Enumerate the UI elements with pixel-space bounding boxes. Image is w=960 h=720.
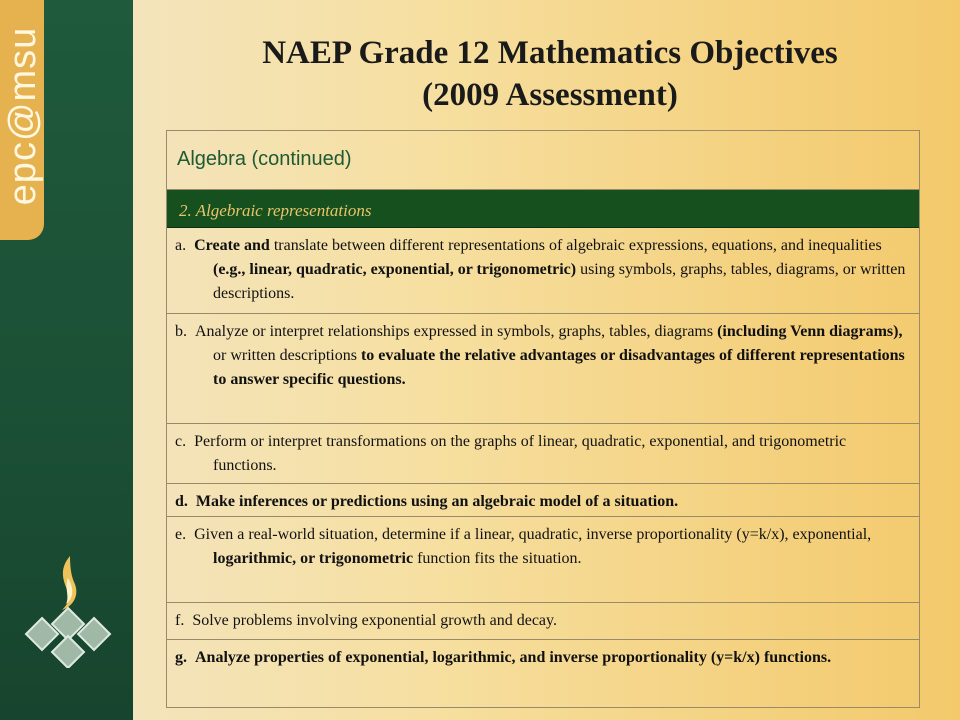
objective-letter: d. bbox=[175, 493, 196, 510]
objective-segment: (e.g., linear, quadratic, exponential, or trigonometric) bbox=[213, 261, 577, 278]
objective-segment: to evaluate the relative advantages or disadvantages of different representations to answer specific questions. bbox=[213, 347, 905, 388]
section-title: 2. Algebraic representations bbox=[179, 201, 372, 220]
diamond-flame-emblem-icon bbox=[18, 548, 118, 668]
objective-segment: Perform or interpret transformations on the graphs of linear, quadratic, exponential, and trigonometric functions. bbox=[194, 433, 847, 474]
objective-letter: a. bbox=[175, 237, 195, 254]
objective-row-d bbox=[167, 484, 919, 517]
objective-letter: f. bbox=[175, 612, 193, 629]
objective-text bbox=[175, 430, 911, 478]
objective-row-g bbox=[167, 640, 919, 705]
objective-row-a bbox=[167, 228, 919, 314]
objective-letter: g. bbox=[175, 649, 195, 666]
objective-segment: using symbols, graphs, tables, diagrams, or written descriptions. bbox=[213, 261, 906, 302]
page-title bbox=[160, 32, 940, 116]
objective-text bbox=[175, 490, 911, 514]
section-row bbox=[167, 190, 919, 228]
objective-text bbox=[175, 523, 911, 571]
objective-segment: Analyze or interpret relationships expressed in symbols, graphs, tables, diagrams bbox=[195, 323, 718, 340]
objective-row-b bbox=[167, 314, 919, 424]
sidebar bbox=[0, 0, 133, 720]
objective-letter: b. bbox=[175, 323, 195, 340]
objective-segment: Create and bbox=[194, 237, 270, 254]
brand-logo: epc@msu bbox=[2, 26, 44, 206]
objective-row-f bbox=[167, 603, 919, 640]
objectives-table bbox=[166, 130, 920, 708]
objective-segment: Analyze properties of exponential, logarithmic, and inverse proportionality (y=k/x) functions. bbox=[195, 649, 832, 666]
objective-segment: translate between different representations of algebraic expressions, equations, and inequalities bbox=[269, 237, 882, 254]
logo-tab bbox=[0, 0, 44, 240]
objective-text bbox=[175, 609, 911, 633]
objective-segment: logarithmic, or trigonometric bbox=[213, 550, 414, 567]
objective-segment: function fits the situation. bbox=[413, 550, 582, 567]
objective-text bbox=[175, 234, 911, 306]
table-header: Algebra (continued) bbox=[177, 148, 352, 170]
objective-letter: c. bbox=[175, 433, 195, 450]
table-header-row bbox=[167, 131, 919, 190]
objective-row-e bbox=[167, 517, 919, 603]
objective-segment: Given a real-world situation, determine if a linear, quadratic, inverse proportionality (y=k/x), exponential, bbox=[194, 526, 872, 543]
objective-segment: (including Venn diagrams), bbox=[717, 323, 903, 340]
objective-segment: or written descriptions bbox=[213, 347, 361, 364]
title-line-2: (2009 Assessment) bbox=[422, 77, 678, 113]
objective-text bbox=[175, 646, 911, 670]
title-line-1: NAEP Grade 12 Mathematics Objectives bbox=[262, 35, 838, 71]
objective-letter: e. bbox=[175, 526, 195, 543]
objective-segment: Solve problems involving exponential growth and decay. bbox=[192, 612, 557, 629]
objective-text bbox=[175, 320, 911, 392]
objective-row-c bbox=[167, 424, 919, 484]
objective-segment: Make inferences or predictions using an algebraic model of a situation. bbox=[195, 493, 679, 510]
